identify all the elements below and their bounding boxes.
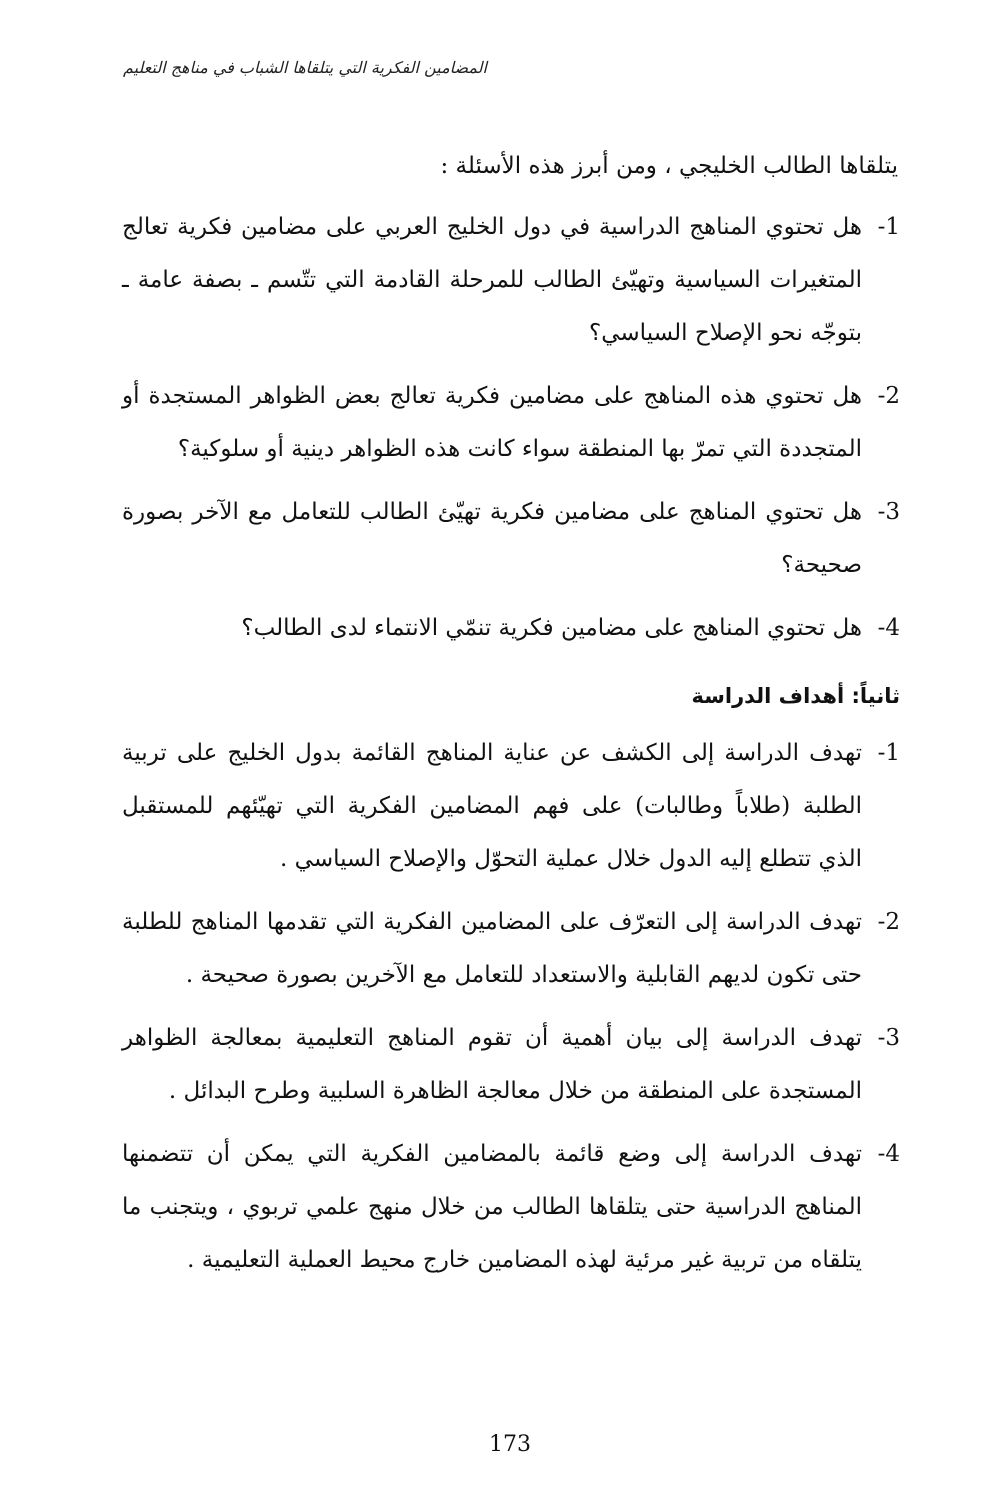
objective-item [122, 727, 900, 886]
objective-number: 2- [877, 909, 900, 935]
objective-text: تهدف الدراسة إلى وضع قائمة بالمضامين الفكرية التي يمكن أن تتضمنها المناهج الدراسية حتى يتلقاها الطالب من خلال منهج علمي تربوي ، ويتجنب ما يتلقاه من تربية غير مرئية لهذه المضامين خارج محيط العملية التعليمية . [122, 1141, 862, 1273]
question-item [122, 370, 900, 476]
question-item [122, 486, 900, 592]
page-number: 173 [489, 1432, 531, 1457]
objective-item [122, 1128, 900, 1287]
intro-paragraph: يتلقاها الطالب الخليجي ، ومن أبرز هذه الأسئلة : [440, 153, 898, 179]
objective-item [122, 1012, 900, 1118]
question-number: 3- [877, 499, 900, 525]
objective-number: 3- [877, 1025, 900, 1051]
objective-item [122, 896, 900, 1002]
running-header: المضامين الفكرية التي يتلقاها الشباب في مناهج التعليم [123, 58, 487, 77]
question-text: هل تحتوي المناهج الدراسية في دول الخليج العربي على مضامين فكرية تعالج المتغيرات السياسية وتهيّئ الطالب للمرحلة القادمة التي تتّسم ـ بصفة عامة ـ بتوجّه نحو الإصلاح السياسي؟ [122, 214, 862, 346]
question-text: هل تحتوي المناهج على مضامين فكرية تنمّي الانتماء لدى الطالب؟ [241, 615, 862, 641]
objective-text: تهدف الدراسة إلى بيان أهمية أن تقوم المناهج التعليمية بمعالجة الظواهر المستجدة على المنطقة من خلال معالجة الظاهرة السلبية وطرح البدائل . [122, 1025, 863, 1104]
section-heading: ثانياً: أهداف الدراسة [691, 684, 900, 708]
question-number: 2- [877, 383, 900, 409]
objective-number: 4- [877, 1141, 900, 1167]
question-item [122, 201, 900, 360]
objective-text: تهدف الدراسة إلى الكشف عن عناية المناهج القائمة بدول الخليج على تربية الطلبة (طلاباً وطالبات) على فهم المضامين الفكرية التي تهيّئهم للمستقبل الذي تتطلع إليه الدول خلال عملية التحوّل والإصلاح السياسي . [122, 740, 862, 872]
questions-list [122, 201, 900, 655]
question-item [122, 602, 900, 655]
question-text: هل تحتوي هذه المناهج على مضامين فكرية تعالج بعض الظواهر المستجدة أو المتجددة التي تمرّ بها المنطقة سواء كانت هذه الظواهر دينية أو سلوكية؟ [122, 383, 862, 462]
objective-text: تهدف الدراسة إلى التعرّف على المضامين الفكرية التي تقدمها المناهج للطلبة حتى تكون لديهم القابلية والاستعداد للتعامل مع الآخرين بصورة صحيحة . [122, 909, 862, 988]
question-number: 1- [877, 214, 900, 240]
objective-number: 1- [877, 740, 900, 766]
objectives-list [122, 727, 900, 1287]
question-text: هل تحتوي المناهج على مضامين فكرية تهيّئ الطالب للتعامل مع الآخر بصورة صحيحة؟ [122, 499, 862, 578]
page-body [122, 140, 900, 1297]
question-number: 4- [877, 615, 900, 641]
